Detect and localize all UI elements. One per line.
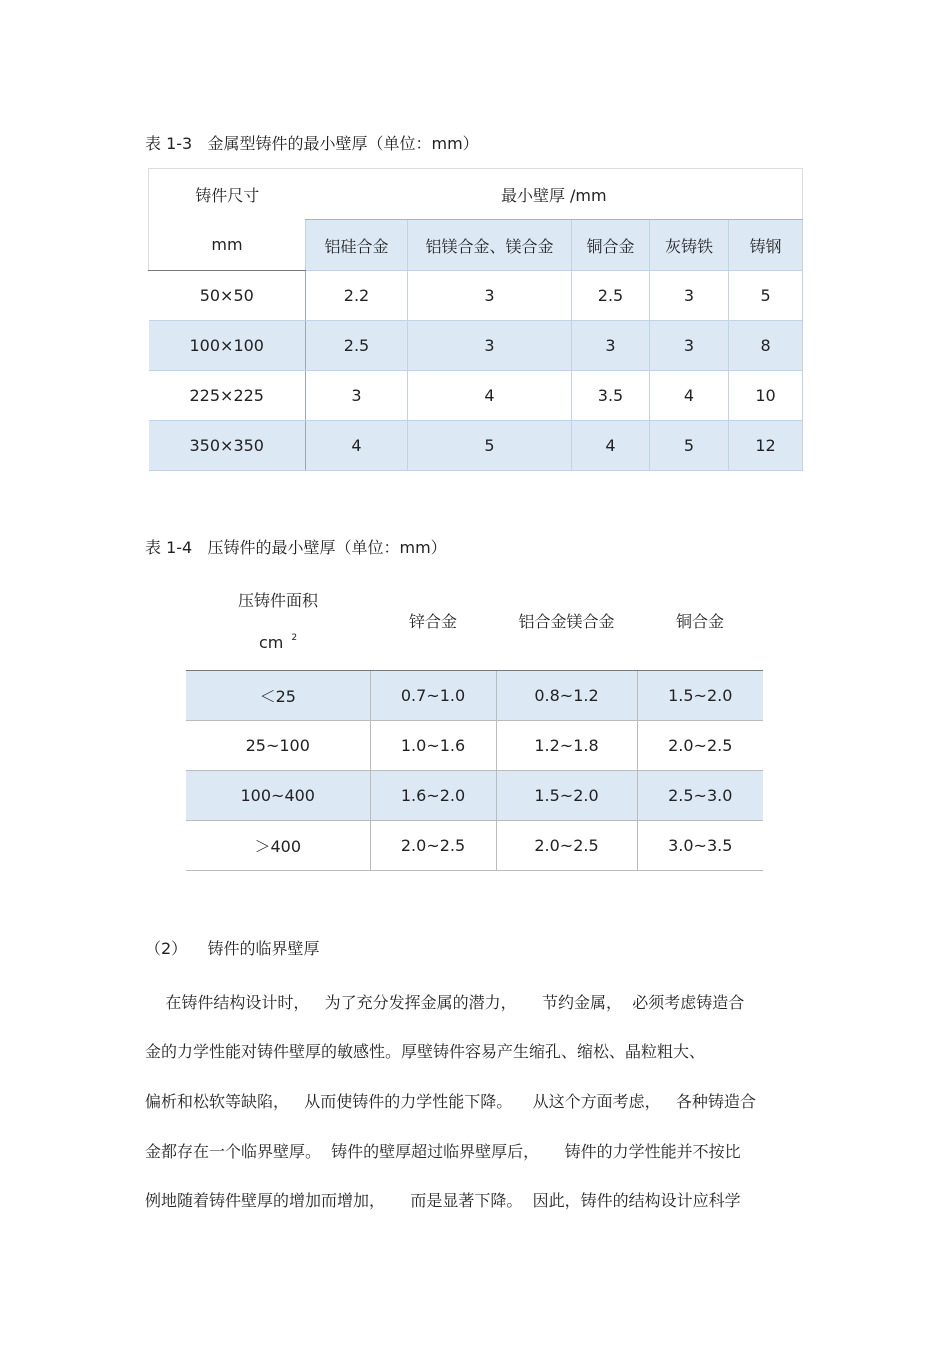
column-header: 灰铸铁 (650, 220, 729, 271)
table-1-4 (186, 570, 763, 871)
table-row (186, 671, 763, 721)
column-header: 铜合金 (572, 220, 650, 271)
value-cell: 2.5~3.0 (637, 771, 763, 821)
table-row (186, 771, 763, 821)
table-row (149, 371, 803, 421)
value-cell: 1.2~1.8 (496, 721, 637, 771)
column-header: 锌合金 (370, 570, 496, 671)
value-cell: 1.5~2.0 (637, 671, 763, 721)
value-cell: 1.6~2.0 (370, 771, 496, 821)
header-size: 铸件尺寸 (149, 169, 306, 220)
value-cell: 2.0~2.5 (637, 721, 763, 771)
table-row (149, 271, 803, 321)
value-cell: 4 (306, 421, 408, 471)
value-cell: 2.0~2.5 (370, 821, 496, 871)
value-cell: 3 (650, 321, 729, 371)
value-cell: 5 (408, 421, 572, 471)
paragraph-line: 金的力学性能对铸件壁厚的敏感性。厚壁铸件容易产生缩孔、缩松、晶粒粗大、 (145, 1042, 706, 1061)
table-row (149, 321, 803, 371)
section-heading: （2） 铸件的临界壁厚 (145, 939, 320, 958)
size-cell: 50×50 (149, 271, 306, 321)
size-cell: 100×100 (149, 321, 306, 371)
header-unit: cm (258, 633, 284, 652)
area-cell: 100~400 (186, 771, 370, 821)
paragraph-line: 在铸件结构设计时， 为了充分发挥金属的潜力， 节约金属， 必须考虑铸造合 (145, 993, 745, 1012)
value-cell: 10 (729, 371, 803, 421)
value-cell: 0.8~1.2 (496, 671, 637, 721)
value-cell: 2.5 (306, 321, 408, 371)
value-cell: 2.0~2.5 (496, 821, 637, 871)
header-thickness: 最小壁厚 /mm (306, 169, 803, 220)
area-cell: 25~100 (186, 721, 370, 771)
paragraph-line: 偏析和松软等缺陷， 从而使铸件的力学性能下降。 从这个方面考虑， 各种铸造合 (145, 1092, 756, 1111)
table-1-4-caption: 表 1-4 压铸件的最小壁厚（单位：mm） (145, 538, 447, 557)
header-unit-sup: 2 (291, 633, 298, 643)
value-cell: 3 (306, 371, 408, 421)
value-cell: 3.0~3.5 (637, 821, 763, 871)
value-cell: 4 (650, 371, 729, 421)
header-area-cell (186, 570, 370, 671)
column-header: 铝镁合金、镁合金 (408, 220, 572, 271)
header-unit: mm (149, 220, 306, 271)
value-cell: 2.5 (572, 271, 650, 321)
value-cell: 3 (408, 321, 572, 371)
value-cell: 5 (650, 421, 729, 471)
value-cell: 3 (408, 271, 572, 321)
area-cell: ＞400 (186, 821, 370, 871)
value-cell: 4 (572, 421, 650, 471)
value-cell: 5 (729, 271, 803, 321)
value-cell: 3 (650, 271, 729, 321)
value-cell: 3 (572, 321, 650, 371)
table-row (186, 721, 763, 771)
table-row (186, 821, 763, 871)
value-cell: 12 (729, 421, 803, 471)
value-cell: 1.0~1.6 (370, 721, 496, 771)
value-cell: 0.7~1.0 (370, 671, 496, 721)
size-cell: 225×225 (149, 371, 306, 421)
paragraph-line: 金都存在一个临界壁厚。 铸件的壁厚超过临界壁厚后， 铸件的力学性能并不按比 (145, 1142, 741, 1161)
value-cell: 8 (729, 321, 803, 371)
column-header: 铜合金 (637, 570, 763, 671)
paragraph-line: 例地随着铸件壁厚的增加而增加， 而是显著下降。 因此，铸件的结构设计应科学 (145, 1191, 741, 1210)
area-cell: ＜25 (186, 671, 370, 721)
column-header: 铝合金镁合金 (496, 570, 637, 671)
value-cell: 1.5~2.0 (496, 771, 637, 821)
column-header: 铝硅合金 (306, 220, 408, 271)
column-header: 铸钢 (729, 220, 803, 271)
table-1-3-caption: 表 1-3 金属型铸件的最小壁厚（单位：mm） (145, 134, 479, 153)
value-cell: 4 (408, 371, 572, 421)
value-cell: 2.2 (306, 271, 408, 321)
table-row (149, 421, 803, 471)
table-1-3 (148, 168, 803, 471)
header-area: 压铸件面积 (237, 591, 318, 610)
size-cell: 350×350 (149, 421, 306, 471)
value-cell: 3.5 (572, 371, 650, 421)
